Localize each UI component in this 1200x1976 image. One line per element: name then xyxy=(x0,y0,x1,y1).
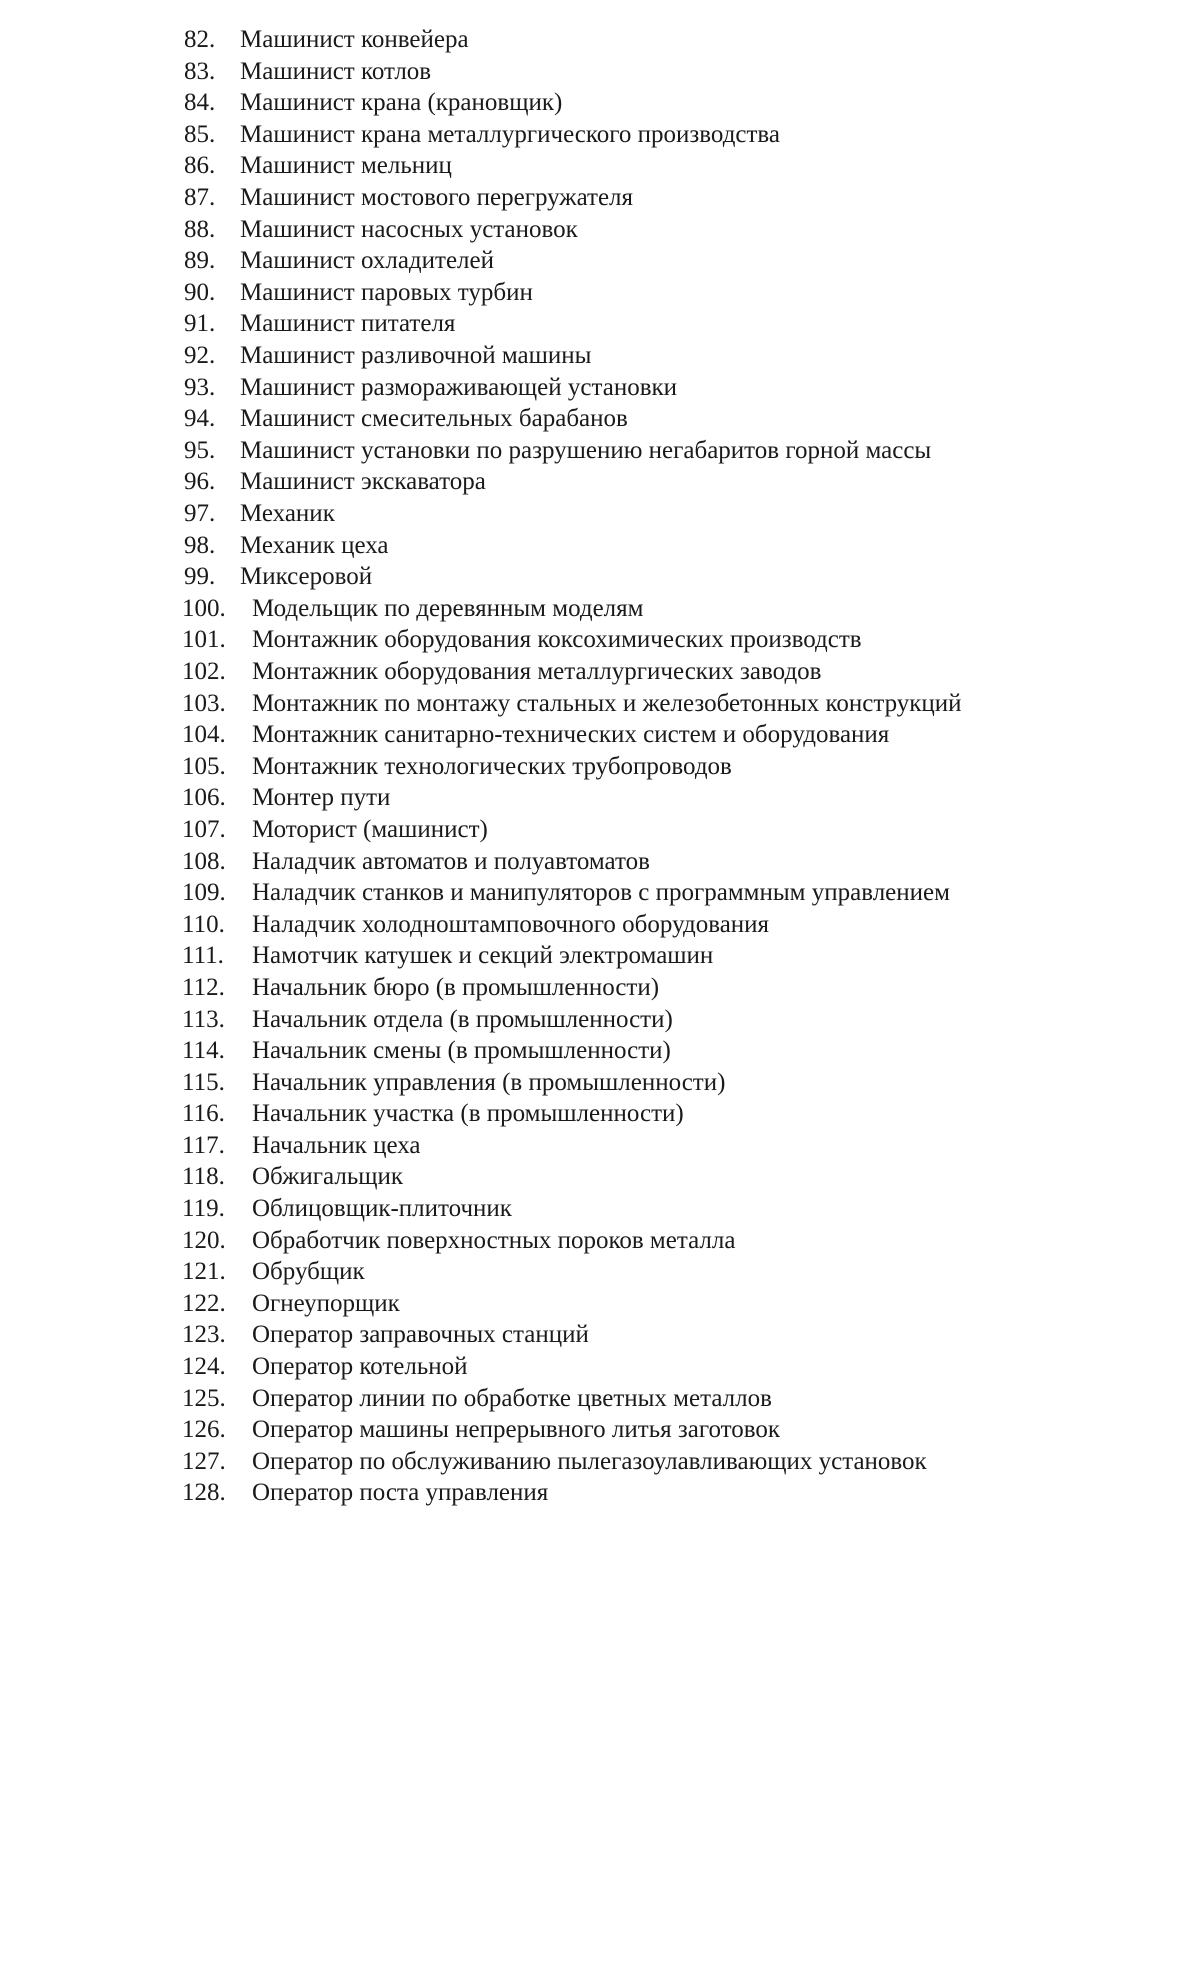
item-number: 88. xyxy=(184,215,216,243)
item-text: Начальник отдела (в промышленности) xyxy=(252,1005,673,1033)
item-number: 82. xyxy=(184,26,216,53)
occupation-list xyxy=(184,24,1144,593)
item-text: Моторист (машинист) xyxy=(252,815,488,843)
list-item xyxy=(182,624,1142,656)
item-number: 123. xyxy=(182,1321,226,1349)
item-number: 122. xyxy=(182,1289,226,1317)
item-text: Оператор по обслуживанию пылегазоулавливающих установок xyxy=(252,1447,927,1475)
item-number: 102. xyxy=(182,657,226,685)
list-item xyxy=(184,435,1144,467)
list-item xyxy=(182,1477,1142,1509)
item-text: Огнеупорщик xyxy=(252,1289,400,1317)
list-item xyxy=(184,150,1144,182)
list-item xyxy=(182,940,1142,972)
item-text: Машинист конвейера xyxy=(240,26,469,53)
list-item xyxy=(182,1193,1142,1225)
item-number: 97. xyxy=(184,499,216,527)
list-item xyxy=(184,245,1144,277)
item-text: Машинист размораживающей установки xyxy=(240,373,678,401)
item-text: Машинист смесительных барабанов xyxy=(240,405,628,433)
item-text: Начальник управления (в промышленности) xyxy=(252,1068,726,1096)
item-number: 101. xyxy=(182,626,226,654)
item-text: Оператор заправочных станций xyxy=(252,1321,589,1349)
list-item xyxy=(184,466,1144,498)
item-number: 114. xyxy=(182,1037,225,1065)
item-number: 118. xyxy=(182,1163,225,1191)
item-text: Наладчик станков и манипуляторов с программным управлением xyxy=(252,879,950,907)
item-number: 121. xyxy=(182,1258,226,1286)
list-item xyxy=(182,719,1142,751)
item-number: 98. xyxy=(184,531,216,559)
item-text: Механик цеха xyxy=(240,531,389,559)
list-item xyxy=(184,372,1144,404)
item-text: Начальник бюро (в промышленности) xyxy=(252,973,660,1001)
list-item xyxy=(182,909,1142,941)
list-item xyxy=(184,24,1144,56)
list-item xyxy=(182,846,1142,878)
item-text: Машинист насосных установок xyxy=(240,215,578,243)
list-item xyxy=(182,1225,1142,1257)
list-item xyxy=(184,530,1144,562)
item-text: Оператор поста управления xyxy=(252,1479,549,1507)
item-number: 108. xyxy=(182,847,226,875)
item-text: Оператор котельной xyxy=(252,1353,468,1381)
item-text: Монтажник технологических трубопроводов xyxy=(252,752,732,780)
item-number: 93. xyxy=(184,373,216,401)
list-item xyxy=(182,1130,1142,1162)
item-text: Обрубщик xyxy=(252,1258,365,1286)
item-text: Оператор линии по обработке цветных металлов xyxy=(252,1384,772,1412)
list-item xyxy=(184,403,1144,435)
list-item xyxy=(184,498,1144,530)
list-item xyxy=(182,1383,1142,1415)
item-number: 91. xyxy=(184,310,216,338)
item-number: 96. xyxy=(184,468,216,496)
list-item xyxy=(182,1035,1142,1067)
item-number: 83. xyxy=(184,57,216,85)
item-number: 106. xyxy=(182,784,226,812)
item-number: 124. xyxy=(182,1353,226,1381)
item-text: Обжигальщик xyxy=(252,1163,404,1191)
item-number: 90. xyxy=(184,278,216,306)
item-number: 105. xyxy=(182,752,226,780)
list-item xyxy=(184,214,1144,246)
list-item xyxy=(182,814,1142,846)
item-text: Машинист крана металлургического производства xyxy=(240,120,781,148)
list-item xyxy=(184,308,1144,340)
item-number: 119. xyxy=(182,1195,225,1223)
list-item xyxy=(182,1288,1142,1320)
item-number: 100. xyxy=(182,594,226,622)
item-number: 115. xyxy=(182,1068,225,1096)
list-item xyxy=(182,1098,1142,1130)
item-text: Миксеровой xyxy=(240,563,373,591)
list-item xyxy=(182,688,1142,720)
item-number: 128. xyxy=(182,1479,226,1507)
item-number: 103. xyxy=(182,689,226,717)
item-text: Машинист питателя xyxy=(240,310,456,338)
item-number: 104. xyxy=(182,721,226,749)
list-item xyxy=(182,1004,1142,1036)
item-text: Монтажник оборудования коксохимических производств xyxy=(252,626,862,654)
item-number: 110. xyxy=(182,910,225,938)
item-number: 89. xyxy=(184,247,216,275)
item-text: Машинист паровых турбин xyxy=(240,278,533,306)
list-item xyxy=(182,1161,1142,1193)
item-text: Модельщик по деревянным моделям xyxy=(252,594,644,622)
item-number: 116. xyxy=(182,1100,225,1128)
item-number: 112. xyxy=(182,973,225,1001)
list-item xyxy=(182,1351,1142,1383)
list-item xyxy=(184,340,1144,372)
item-number: 120. xyxy=(182,1226,226,1254)
item-text: Монтер пути xyxy=(252,784,391,812)
item-number: 125. xyxy=(182,1384,226,1412)
item-text: Монтажник оборудования металлургических заводов xyxy=(252,657,822,685)
item-number: 99. xyxy=(184,563,216,591)
item-number: 127. xyxy=(182,1447,226,1475)
item-number: 95. xyxy=(184,436,216,464)
list-item xyxy=(184,87,1144,119)
item-text: Монтажник санитарно-технических систем и оборудования xyxy=(252,721,890,749)
item-number: 113. xyxy=(182,1005,225,1033)
list-item xyxy=(184,182,1144,214)
list-item xyxy=(182,1414,1142,1446)
list-item xyxy=(184,277,1144,309)
item-text: Машинист котлов xyxy=(240,57,432,85)
item-number: 92. xyxy=(184,341,216,369)
item-number: 107. xyxy=(182,815,226,843)
item-text: Наладчик холодноштамповочного оборудования xyxy=(252,910,770,938)
item-text: Монтажник по монтажу стальных и железобетонных конструкций xyxy=(252,689,962,717)
item-number: 85. xyxy=(184,120,216,148)
item-text: Машинист охладителей xyxy=(240,247,495,275)
list-item xyxy=(182,1319,1142,1351)
item-text: Машинист мостового перегружателя xyxy=(240,183,634,211)
item-number: 84. xyxy=(184,89,216,117)
item-text: Начальник цеха xyxy=(252,1131,421,1159)
item-text: Наладчик автоматов и полуавтоматов xyxy=(252,847,650,875)
list-item xyxy=(182,782,1142,814)
item-text: Машинист мельниц xyxy=(240,152,452,180)
list-item xyxy=(182,751,1142,783)
item-number: 111. xyxy=(182,942,224,970)
item-text: Машинист экскаватора xyxy=(240,468,486,496)
item-number: 94. xyxy=(184,405,216,433)
list-item xyxy=(182,656,1142,688)
list-item xyxy=(182,1256,1142,1288)
item-text: Обработчик поверхностных пороков металла xyxy=(252,1226,736,1254)
item-text: Облицовщик-плиточник xyxy=(252,1195,512,1223)
list-item xyxy=(182,593,1142,625)
item-number: 86. xyxy=(184,152,216,180)
item-text: Начальник участка (в промышленности) xyxy=(252,1100,684,1128)
item-number: 126. xyxy=(182,1416,226,1444)
list-item xyxy=(182,972,1142,1004)
item-text: Машинист разливочной машины xyxy=(240,341,592,369)
list-item xyxy=(182,1067,1142,1099)
list-item xyxy=(184,56,1144,88)
list-item xyxy=(182,1446,1142,1478)
item-text: Механик xyxy=(240,499,335,527)
item-number: 87. xyxy=(184,183,216,211)
list-item xyxy=(184,561,1144,593)
item-text: Начальник смены (в промышленности) xyxy=(252,1037,671,1065)
item-text: Машинист крана (крановщик) xyxy=(240,89,563,117)
item-number: 117. xyxy=(182,1131,225,1159)
item-number: 109. xyxy=(182,879,226,907)
list-item xyxy=(184,119,1144,151)
item-text: Машинист установки по разрушению негабаритов горной массы xyxy=(240,436,932,464)
item-text: Оператор машины непрерывного литья заготовок xyxy=(252,1416,781,1444)
occupation-list-continued xyxy=(182,593,1142,1509)
item-text: Намотчик катушек и секций электромашин xyxy=(252,942,714,970)
list-item xyxy=(182,877,1142,909)
